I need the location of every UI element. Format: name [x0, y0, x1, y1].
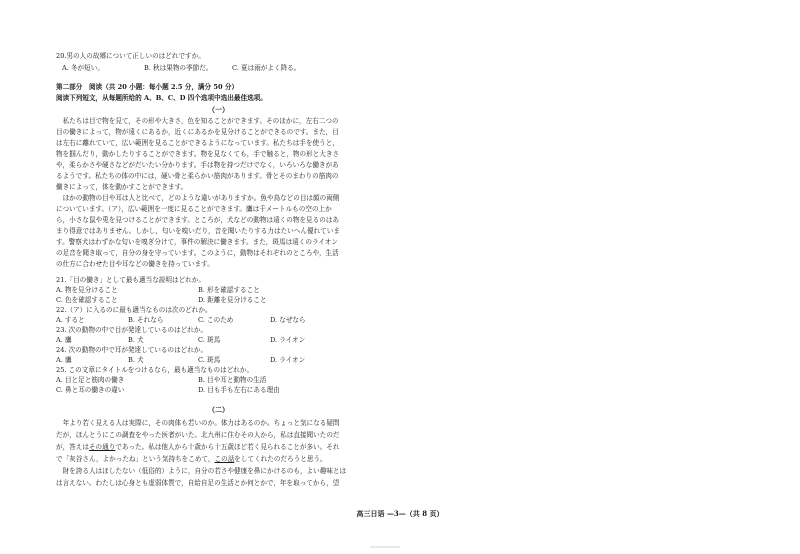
q21-option-a: A. 物を見分けること [56, 286, 118, 294]
passage1-line: についています。（ア），広い範囲を一度に見ることができます。鷹は千メートルもの空の上か [56, 205, 332, 213]
passage2-line: 年より若く見える人は実際に，その肉体も若いのか。体力はあるのか。ちょっと気になる疑問 [56, 419, 340, 427]
q25-option-d: D. 目も手も左右にある理由 [198, 386, 280, 394]
q20-stem: 20.男の人の故郷について正しいのはどれですか。 [56, 52, 205, 60]
passage1-line: るようです。私たちの体の中には，硬い骨と柔らかい筋肉があります。骨とそのまわりの筋肉の [56, 172, 339, 180]
q24-option-d: D. ライオン [270, 356, 306, 364]
scan-mark [370, 546, 400, 548]
q22-stem: 22.（ア）に入るのに最も適当なものは次のどれか。 [56, 306, 212, 314]
passage1-line: 働きによって，体を動かすことができます。 [56, 183, 188, 191]
q24-option-a: A. 鷹 [56, 356, 72, 364]
q20-option-b: B. 秋は果物の季節だ。 [144, 64, 213, 72]
q20-option-a: A. 冬が短い。 [62, 64, 104, 72]
passage2-line: だが，ほんとうにこの調査をやった医者がいた。北九州に住むその人から，私は直接聞いたのだ [56, 431, 340, 439]
passage1-line: ほかの動物の目や耳は人と比べて，どのような違いがありますか。魚や鳥などの目は顔の両側 [56, 194, 340, 202]
passage2-text: であった。私は他人から十歳から十五歳ほど若く見られることが多い。それ [115, 443, 340, 451]
passage1-line: 私たちは目で物を見て，その形や大きさ，色を知ることができます。そのほかに，左右二つの [56, 117, 339, 125]
part2-instruction: 阅读下列短文，从每题所给的 A、B、C、D 四个选项中选出最佳选项。 [56, 94, 267, 102]
passage2-text: が，答えは [56, 443, 89, 451]
q25-option-b: B. 目や耳と動物の生活 [198, 376, 267, 384]
passage1-line: の仕方に合わせた目や耳などの働きを持っています。 [56, 260, 214, 268]
part2-title: 第二部分 阅读（共 20 小题：每小题 2.5 分，满分 50 分） [56, 83, 239, 91]
q25-option-c: C. 鼻と耳の働きの違い [56, 386, 125, 394]
q22-option-b: B. それなら [128, 316, 164, 324]
passage2-text: で「灰谷さん，よかったね」という気持ちをこめて， [56, 455, 215, 463]
q21-option-c: C. 色を確認すること [56, 296, 118, 304]
section2-heading: （二） [208, 405, 229, 414]
passage2-line: 財を誇る人はほしたない（低俗的）ように，自分の若さや健康を鼻にかけるのも，よい趣味とは [56, 467, 347, 475]
q21-stem: 21.「目の働き」として最も適当な説明はどれか。 [56, 276, 205, 284]
q21-option-d: D. 距離を見分けること [198, 296, 267, 304]
q23-option-d: D. ライオン [270, 336, 306, 344]
q25-stem: 25. この文章にタイトルをつけるなら，最も適当なものはどれか。 [56, 366, 254, 374]
q21-option-b: B. 形を確認すること [198, 286, 260, 294]
q23-option-a: A. 鷹 [56, 336, 72, 344]
q23-option-b: B. 犬 [128, 336, 144, 344]
passage1-line: まり得意ではありません。しかし，匂いを嗅いだり，音を聞いたりする力はたいへん優れていま [56, 227, 340, 235]
passage1-line: や，柔らかさや硬さなどがだいたい分かります。手は物を持つだけでなく，いろいろな働きがあ [56, 161, 339, 169]
passage1-line: す。警察犬はわずかな匂いを嗅ぎ分けて，事件の解決に働きます。また，斑馬は遠くのライオン [56, 238, 338, 246]
passage2-line: は言えない。わたしは心身とも虚弱体質で，自給自足の生活とか何とかで，年を取ってから，望 [56, 479, 340, 487]
q23-option-c: C. 斑馬 [198, 336, 221, 344]
passage1-line: ら，小さな鼠や兎を見つけることができます。ところが，犬などの動物は遠くの物を見るのはあ [56, 216, 340, 224]
passage1-line: の足音を聞き取って，自分の身を守っています。このように，動物はそれぞれのところや，生活 [56, 249, 339, 257]
q20-option-c: C. 夏は雨がよく降る。 [232, 64, 301, 72]
q24-stem: 24. 次の動物の中で耳が発達しているのはどれか。 [56, 346, 208, 354]
q22-option-a: A. すると [56, 316, 85, 324]
underlined-phrase: この話 [214, 455, 235, 463]
passage2-line [56, 443, 339, 452]
passage1-line: は左右に離れていて，広い範囲を見ることができるようになっています。私たちは手を使うと， [56, 139, 339, 147]
underlined-phrase: その通り [88, 443, 116, 451]
passage1-line: 目の働きによって，物が遠くにあるか，近くにあるかを見分けることができるのです。また，目 [56, 128, 339, 136]
section1-heading: （一） [208, 105, 229, 114]
passage2-line [56, 455, 327, 464]
passage2-text: をしてくれたのだろうと思う。 [234, 455, 327, 463]
q24-option-b: B. 犬 [128, 356, 144, 364]
passage1-line: 物を掴んだり，動かしたりすることができます。物を見なくても，手で触ると，物の形と大きさ [56, 150, 340, 158]
q25-option-a: A. 目と足と筋肉の働き [56, 376, 125, 384]
q22-option-d: D. なぜなら [270, 316, 306, 324]
q22-option-c: C. このため [198, 316, 234, 324]
page-footer: 高三日语 —3—（共 8 页） [356, 509, 444, 518]
q23-stem: 23. 次の動物の中で目が発達しているのはどれか。 [56, 326, 208, 334]
q24-option-c: C. 斑馬 [198, 356, 221, 364]
